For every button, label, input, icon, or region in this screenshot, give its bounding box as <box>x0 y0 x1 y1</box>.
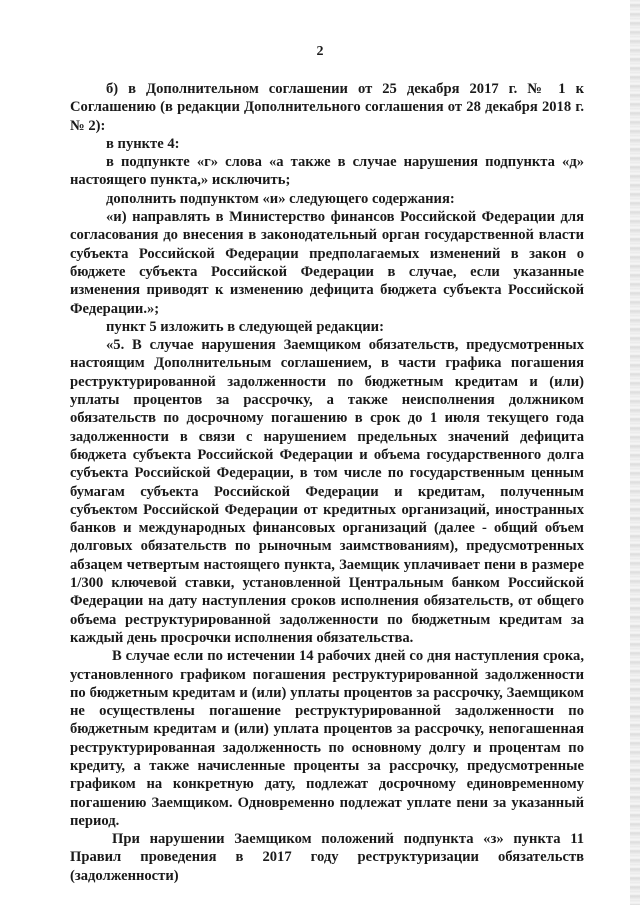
page-number: 2 <box>316 44 324 59</box>
paragraph-point-4: в пункте 4: <box>106 135 180 152</box>
paragraph-14-days: В случае если по истечении 14 рабочих дней со дня наступления срока, установленного графиком погашения реструктурированной задолженности по бюджетным кредитам и (или) уплаты процентов за рассрочку, Заемщиком не осуществлены погашение реструктурированной задолженности по бюджетным кредитам и (или) уплата процентов за рассрочку, непогашенная реструктурированная задолженность по основному долгу и процентам по кредиту, а также начисленные проценты за рассрочку, предусмотренные графиком на конкретную дату, подлежат досрочному единовременному погашению Заемщиком. Одновременно подлежат уплате пени за указанный период. <box>70 648 584 829</box>
scan-edge <box>630 0 640 905</box>
paragraph-point-5: пункт 5 изложить в следующей редакции: <box>106 318 384 335</box>
paragraph-violation: При нарушении Заемщиком положений подпункта «з» пункта 11 Правил проведения в 2017 году реструктуризации обязательств (задолженности) <box>70 831 584 884</box>
paragraph-b-intro: б) в Дополнительном соглашении от 25 декабря 2017 г. № 1 к Соглашению (в редакции Дополнительного соглашения от 28 декабря 2018 г. № 2): <box>70 81 584 134</box>
document-body <box>70 80 584 885</box>
paragraph-add-subpoint-i: дополнить подпунктом «и» следующего содержания: <box>106 190 455 207</box>
paragraph-point-5-text: «5. В случае нарушения Заемщиком обязательств, предусмотренных настоящим Дополнительным соглашением, в части графика погашения реструктурированной задолженности по бюджетным кредитам и (или) уплаты процентов за рассрочку, а также неисполнения должником обязательств по досрочному погашению в срок до 1 июля текущего года задолженности в связи с нарушением предельных значений дефицита бюджета субъекта Российской Федерации и объема государственного долга субъекта Российской Федерации, в том числе по государственным ценным бумагам субъекта Российской Федерации и кредитам, полученным субъектом Российской Федерации от кредитных организаций, иностранных банков и международных финансовых организаций (далее - общий объем долговых обязательств по рыночным заимствованиям), предусмотренных абзацем четвертым настоящего пункта, Заемщик уплачивает пени в размере 1/300 ключевой ставки, установленной Центральным банком Российской Федерации на дату наступления сроков исполнения обязательств, от общего объема реструктурированной задолженности по бюджетным кредитам за каждый день просрочки исполнения обязательства. <box>70 337 584 646</box>
paragraph-subpoint-i-text: «и) направлять в Министерство финансов Российской Федерации для согласования до внесения в законодательный орган государственной власти субъекта Российской Федерации предполагаемых изменений в закон о бюджете субъекта Российской Федерации в случае, если указанные изменения приводят к изменению дефицита бюджета субъекта Российской Федерации.»; <box>70 209 584 317</box>
paragraph-subpoint-g: в подпункте «г» слова «а также в случае нарушения подпункта «д» настоящего пункта,» исключить; <box>70 154 584 189</box>
